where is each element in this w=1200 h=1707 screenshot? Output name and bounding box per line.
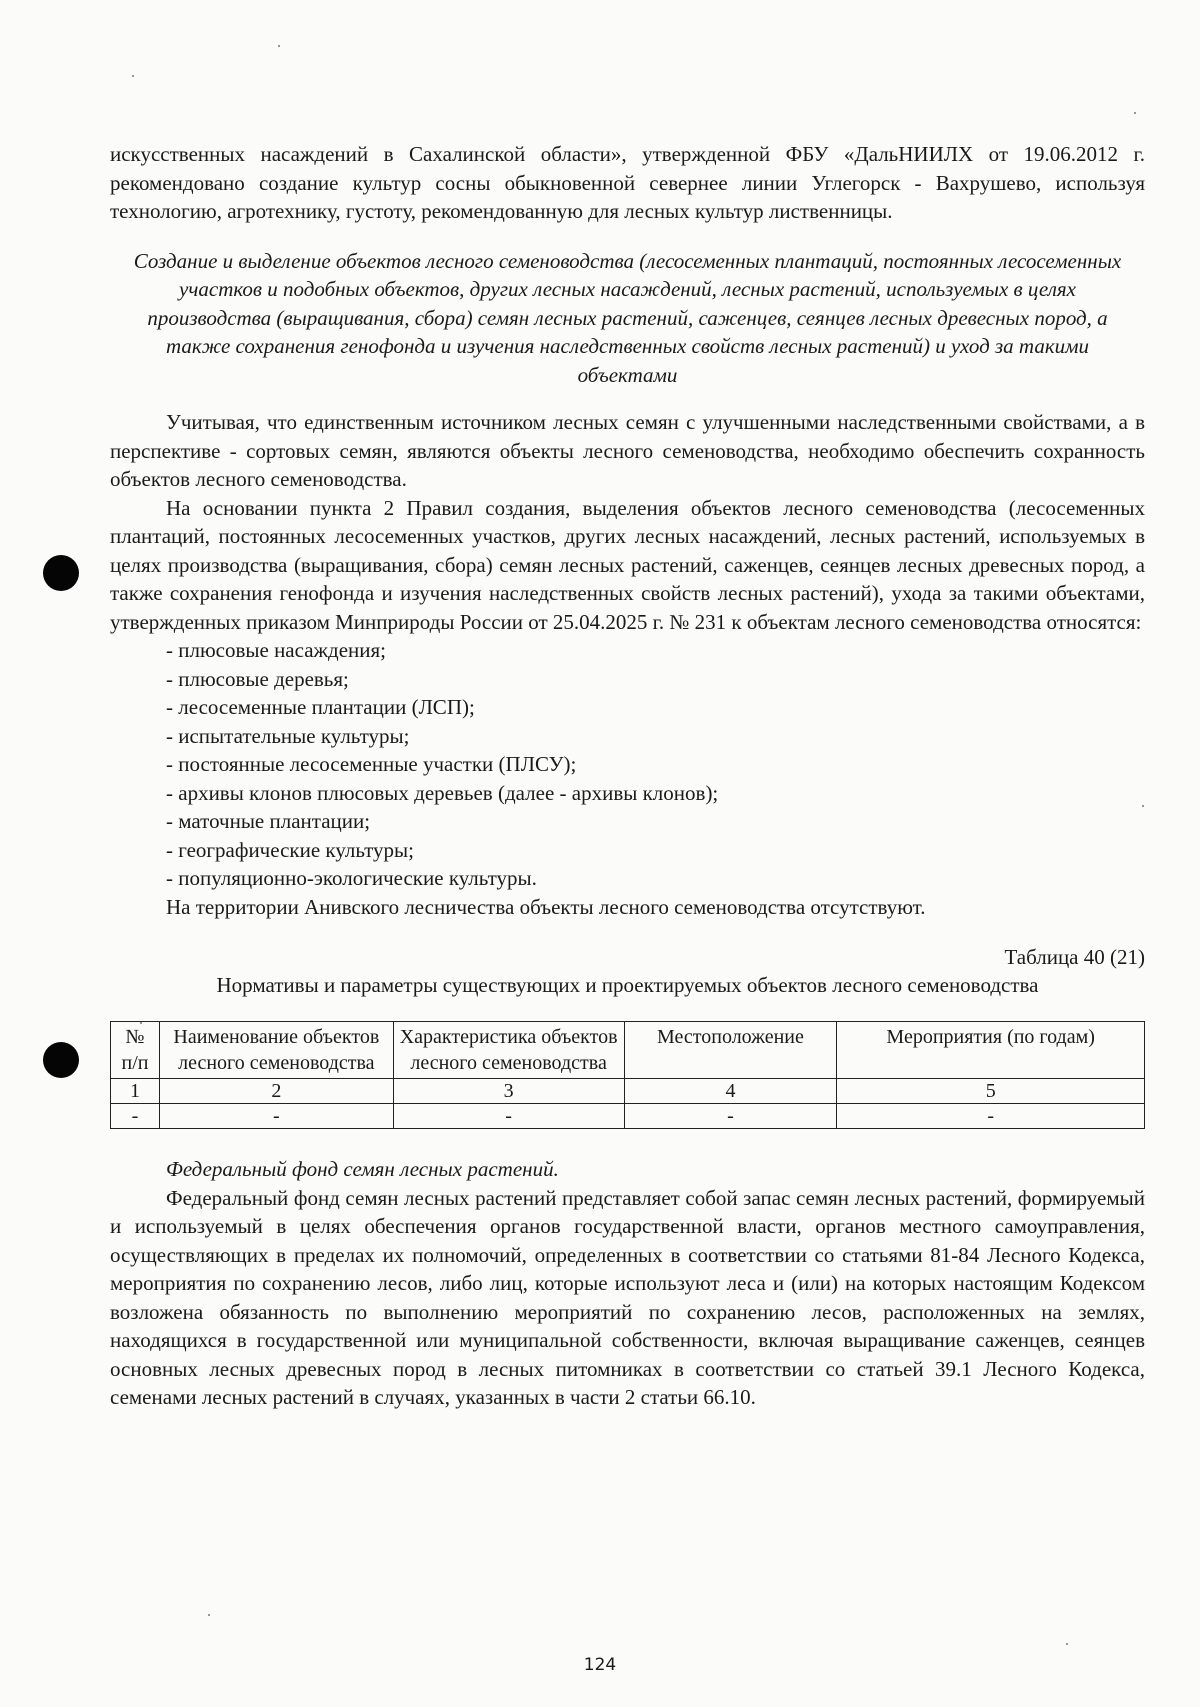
column-number-cell: 5	[837, 1079, 1145, 1104]
seed-sources-paragraph: Учитывая, что единственным источником лесных семян с улучшенными наследственными свойствами, а в перспективе - сортовых семян, являются объекты лесного семеноводства, необходимо обеспечить сохранность объектов лесного семеноводства.	[110, 410, 1145, 491]
list-item: - плюсовые насаждения;	[166, 638, 387, 662]
table-cell: -	[111, 1104, 160, 1129]
list-item: - архивы клонов плюсовых деревьев (далее - архивы клонов);	[166, 780, 719, 805]
list-item: - географические культуры;	[166, 837, 415, 862]
list-item: - испытательные культуры;	[166, 723, 410, 748]
header-cell-activities: Мероприятия (по годам)	[837, 1022, 1145, 1079]
fund-paragraph: Федеральный фонд семян лесных растений представляет собой запас семян лесных растений, формируемый и используемый в целях обеспечения органов государственной власти, органов местного самоуправления, осуществляющих в пределах их полномочий, определенных в соответствии со статьями 81-84 Лесного Кодекса, мероприятия по сохранению лесов, либо лиц, которые используют леса и (или) на которых настоящим Кодексом возложена обязанность по выполнению мероприятий по сохранению лесов, расположенных на землях, находящихся в государственной или муниципальной собственности, включая выращивание саженцев, сеянцев основных лесных древесных пород в лесных питомниках в соответствии со статьей 39.1 Лесного Кодекса, семенами лесных растений в случаях, указанных в части 2 статьи 66.10.	[110, 1185, 1145, 1409]
scan-speck	[1134, 112, 1136, 114]
seed-objects-table	[110, 1021, 1145, 1129]
scan-speck	[208, 1614, 210, 1616]
rules-paragraph: На основании пункта 2 Правил создания, выделения объектов лесного семеноводства (лесосеменных плантаций, постоянных лесосеменных участков, других лесных насаждений, лесных растений, используемых в целях производства (выращивания, сбора) семян лесных растений, саженцев, сеянцев лесных древесных пород, а также сохранения генофонда и изучения наследственных свойств лесных растений), ухода за такими объектами, утвержденных приказом Минприроды России от 25.04.2025 г. № 231 к объектам лесного семеноводства относятся:	[110, 495, 1145, 634]
absence-statement: На территории Анивского лесничества объекты лесного семеноводства отсутствуют.	[166, 894, 926, 919]
scan-speck	[278, 45, 280, 47]
punch-hole-top	[43, 555, 79, 591]
list-item: - популяционно-экологические культуры.	[166, 866, 537, 890]
punch-hole-bottom	[43, 1042, 79, 1078]
table-cell: -	[624, 1104, 837, 1129]
intro-paragraph: искусственных насаждений в Сахалинской области», утвержденной ФБУ «ДальНИИЛХ от 19.06.2012 г. рекомендовано создание культур сосны обыкновенной севернее линии Углегорск - Вахрушево, используя технологию, агротехнику, густоту, рекомендованную для лесных культур лиственницы.	[110, 142, 1145, 223]
table-cell: -	[159, 1104, 393, 1129]
column-number-cell: 1	[111, 1079, 160, 1104]
page-number: 124	[583, 1655, 617, 1675]
table-column-numbers-row	[111, 1079, 1145, 1104]
list-item: - постоянные лесосеменные участки (ПЛСУ);	[166, 752, 577, 776]
list-item: - плюсовые деревья;	[166, 666, 349, 691]
table-header-row	[111, 1022, 1145, 1079]
list-item: - маточные плантации;	[166, 809, 371, 833]
table-cell: -	[393, 1104, 624, 1129]
table-cell: -	[837, 1104, 1145, 1129]
header-cell-characteristics: Характеристика объектов лесного семеноводства	[393, 1022, 624, 1079]
section-heading: Создание и выделение объектов лесного семеноводства (лесосеменных плантаций, постоянных лесосеменных участков и подобных объектов, других лесных насаждений, лесных растений, используемых в целях производства (выращивания, сбора) семян лесных растений, саженцев, сеянцев лесных древесных пород, а также сохранения генофонда и изучения наследственных свойств лесных растений) и уход за такими объектами	[133, 248, 1122, 387]
column-number-cell: 3	[393, 1079, 624, 1104]
column-number-cell: 2	[159, 1079, 393, 1104]
header-cell-number: № п/п	[111, 1022, 160, 1079]
header-cell-name: Наименование объектов лесного семеноводства	[159, 1022, 393, 1079]
table-title: Нормативы и параметры существующих и проектируемых объектов лесного семеноводства	[216, 973, 1039, 997]
table-row	[111, 1104, 1145, 1129]
seed-objects-list	[110, 636, 1145, 893]
column-number-cell: 4	[624, 1079, 837, 1104]
fund-heading: Федеральный фонд семян лесных растений.	[166, 1157, 559, 1181]
table-label: Таблица 40 (21)	[1004, 945, 1145, 969]
header-cell-location: Местоположение	[624, 1022, 837, 1079]
scan-speck	[132, 75, 134, 77]
document-body	[110, 140, 1145, 1412]
list-item: - лесосеменные плантации (ЛСП);	[166, 695, 475, 719]
scan-speck	[1066, 1643, 1068, 1645]
